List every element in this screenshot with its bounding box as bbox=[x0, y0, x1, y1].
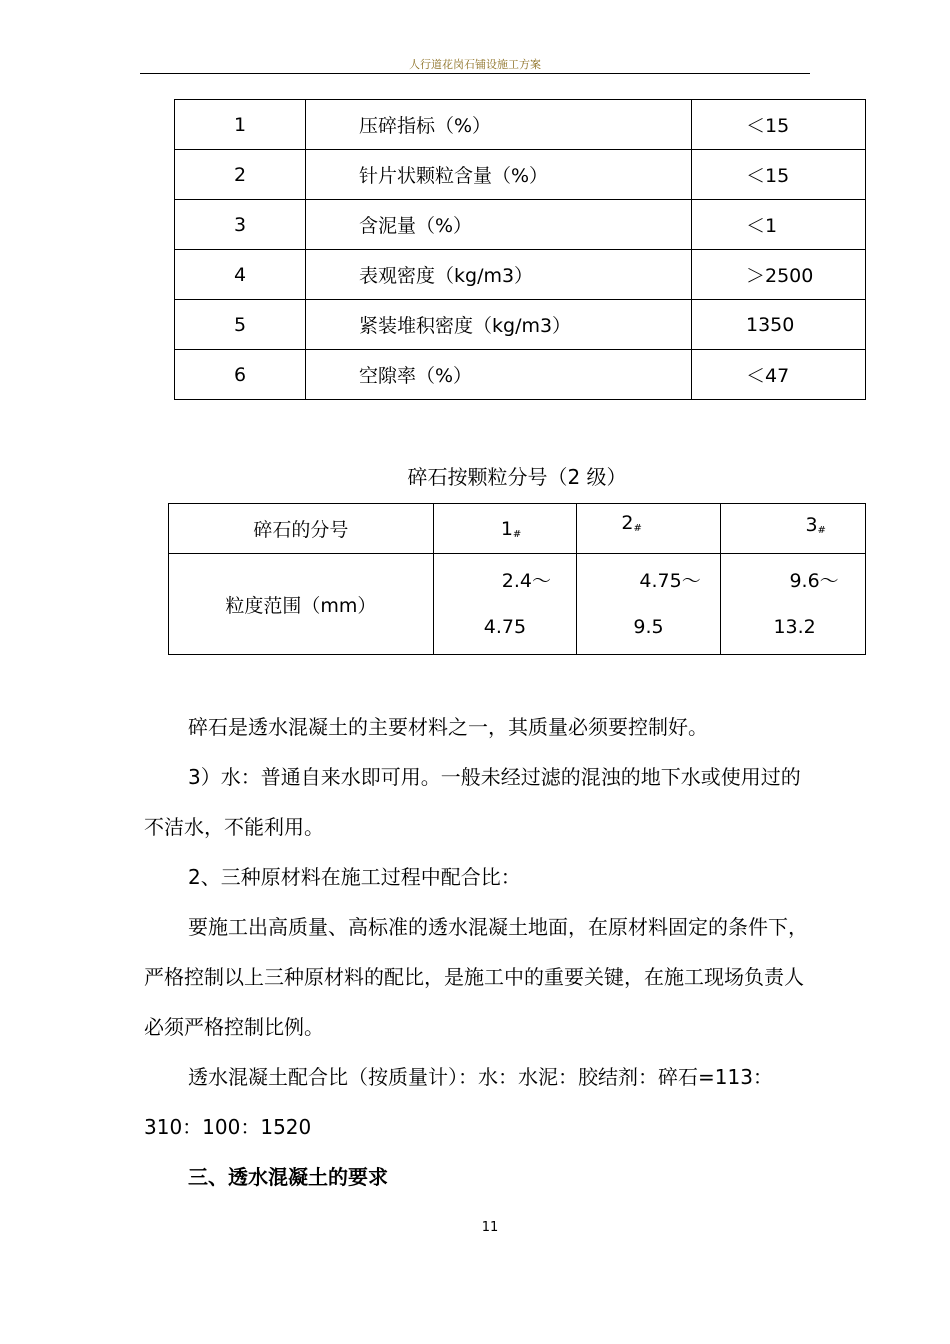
body-paragraph: 要施工出高质量、高标准的透水混凝土地面，在原材料固定的条件下，严格控制以上三种原材料的配比，是施工中的重要关键，在施工现场负责人必须严格控制比例。 bbox=[144, 915, 808, 1039]
grade-row-label: 粒度范围（mm） bbox=[169, 554, 434, 655]
row-name: 针片状颗粒含量（%） bbox=[306, 150, 692, 200]
table-caption: 碎石按颗粒分号（2 级） bbox=[407, 465, 627, 489]
table-row bbox=[175, 100, 866, 150]
body-paragraph: 2、三种原材料在施工过程中配合比： bbox=[188, 865, 521, 889]
row-number: 2 bbox=[175, 150, 306, 200]
range-low: 2.4～ bbox=[501, 570, 551, 592]
row-value: ＜15 bbox=[692, 100, 866, 150]
row-value: ＜1 bbox=[692, 200, 866, 250]
body-paragraph: 碎石是透水混凝土的主要材料之一，其质量必须要控制好。 bbox=[188, 715, 708, 739]
grade-mark: # bbox=[633, 522, 642, 534]
grade-number: $2_{\#}$ bbox=[621, 511, 642, 534]
row-name: 紧装堆积密度（kg/m3） bbox=[306, 300, 692, 350]
grade-mark: # bbox=[512, 528, 522, 540]
table-row bbox=[175, 350, 866, 400]
page-number: 11 bbox=[481, 1220, 499, 1235]
row-number: 5 bbox=[175, 300, 306, 350]
body-paragraph: 透水混凝土配合比（按质量计）：水：水泥：胶结剂：碎石=113：310：100：1520 bbox=[144, 1065, 773, 1139]
grade-range-cell bbox=[433, 554, 577, 655]
table-row bbox=[175, 150, 866, 200]
header-rule bbox=[140, 73, 810, 74]
grade-header-cell bbox=[577, 504, 721, 554]
range-high: 4.75 bbox=[483, 616, 527, 638]
grade-header-cell bbox=[433, 504, 577, 554]
row-value: ＞2500 bbox=[692, 250, 866, 300]
row-number: 3 bbox=[175, 200, 306, 250]
table-row bbox=[175, 250, 866, 300]
range-low: 9.6～ bbox=[789, 570, 839, 592]
row-number: 6 bbox=[175, 350, 306, 400]
range-high: 13.2 bbox=[773, 616, 816, 638]
grade-header-cell bbox=[721, 504, 866, 554]
section-heading: 三、透水混凝土的要求 bbox=[188, 1165, 388, 1189]
spec-table bbox=[174, 99, 866, 400]
row-name: 空隙率（%） bbox=[306, 350, 692, 400]
row-name: 表观密度（kg/m3） bbox=[306, 250, 692, 300]
table-row bbox=[175, 200, 866, 250]
row-number: 4 bbox=[175, 250, 306, 300]
row-number: 1 bbox=[175, 100, 306, 150]
table-header-row bbox=[169, 504, 866, 554]
grade-table bbox=[168, 503, 866, 655]
table-row bbox=[175, 300, 866, 350]
grade-mark: # bbox=[817, 524, 826, 536]
body-paragraph: 3）水：普通自来水即可用。一般未经过滤的混浊的地下水或使用过的不洁水，不能利用。 bbox=[144, 765, 801, 839]
row-value: ＜47 bbox=[692, 350, 866, 400]
row-name: 压碎指标（%） bbox=[306, 100, 692, 150]
grade-range-cell bbox=[577, 554, 721, 655]
row-name: 含泥量（%） bbox=[306, 200, 692, 250]
grade-header-label: 碎石的分号 bbox=[169, 504, 434, 554]
grade-number: $3_{\#}$ bbox=[805, 513, 826, 536]
running-header: 人行道花岗石铺设施工方案 bbox=[409, 58, 541, 71]
range-low: 4.75～ bbox=[639, 570, 701, 592]
row-value: 1350 bbox=[692, 300, 866, 350]
range-high: 9.5 bbox=[633, 616, 664, 638]
grade-number: $1_{\#}$ bbox=[500, 517, 522, 540]
grade-range-cell bbox=[721, 554, 866, 655]
table-row bbox=[169, 554, 866, 655]
row-value: ＜15 bbox=[692, 150, 866, 200]
